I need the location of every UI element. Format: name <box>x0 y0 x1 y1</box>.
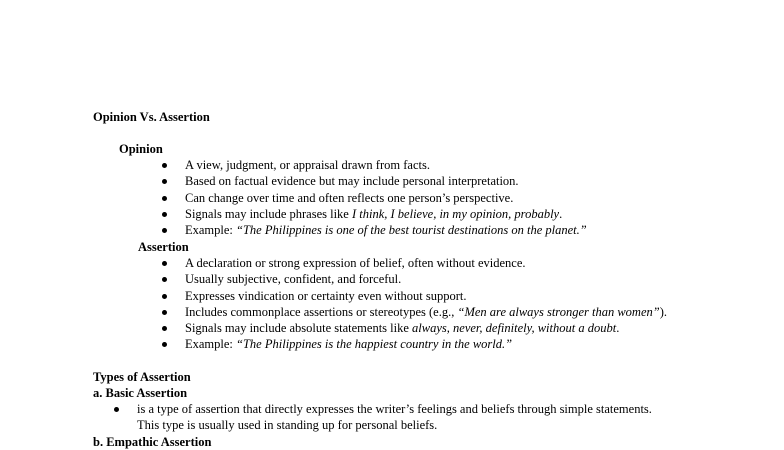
empathic-assertion-heading: b. Empathic Assertion <box>93 435 212 449</box>
list-item: Includes commonplace assertions or stereotypes (e.g., “Men are always stronger than women”). <box>162 304 672 320</box>
opinion-list <box>162 157 722 238</box>
bullet-icon <box>114 407 119 412</box>
assertion-list <box>162 255 672 353</box>
bullet-icon <box>162 294 167 299</box>
bullet-icon <box>162 179 167 184</box>
opinion-heading: Opinion <box>119 142 163 156</box>
list-item: Usually subjective, confident, and forceful. <box>162 271 672 287</box>
bullet-icon <box>162 196 167 201</box>
list-item: Based on factual evidence but may include personal interpretation. <box>162 173 722 189</box>
bullet-icon <box>162 163 167 168</box>
bullet-icon <box>162 228 167 233</box>
list-item: is a type of assertion that directly expresses the writer’s feelings and beliefs through simple statements. This type is usually used in standing up for personal beliefs. <box>114 401 674 434</box>
list-item: Example: “The Philippines is the happiest country in the world.” <box>162 336 672 352</box>
list-item: Expresses vindication or certainty even without support. <box>162 288 672 304</box>
bullet-icon <box>162 342 167 347</box>
types-heading: Types of Assertion <box>93 370 191 384</box>
list-item: Signals may include phrases like I think, I believe, in my opinion, probably. <box>162 206 722 222</box>
basic-assertion-heading: a. Basic Assertion <box>93 386 188 400</box>
bullet-icon <box>162 212 167 217</box>
list-item: Example: “The Philippines is one of the best tourist destinations on the planet.” <box>162 222 722 238</box>
list-item: Can change over time and often reflects one person’s perspective. <box>162 190 722 206</box>
list-item: A declaration or strong expression of belief, often without evidence. <box>162 255 672 271</box>
list-item: A view, judgment, or appraisal drawn from facts. <box>162 157 722 173</box>
bullet-icon <box>162 261 167 266</box>
bullet-icon <box>162 310 167 315</box>
basic-assertion-list <box>114 401 674 434</box>
assertion-heading: Assertion <box>138 240 189 254</box>
list-item: Signals may include absolute statements like always, never, definitely, without a doubt. <box>162 320 672 336</box>
bullet-icon <box>162 326 167 331</box>
document-title: Opinion Vs. Assertion <box>93 110 210 124</box>
bullet-icon <box>162 277 167 282</box>
